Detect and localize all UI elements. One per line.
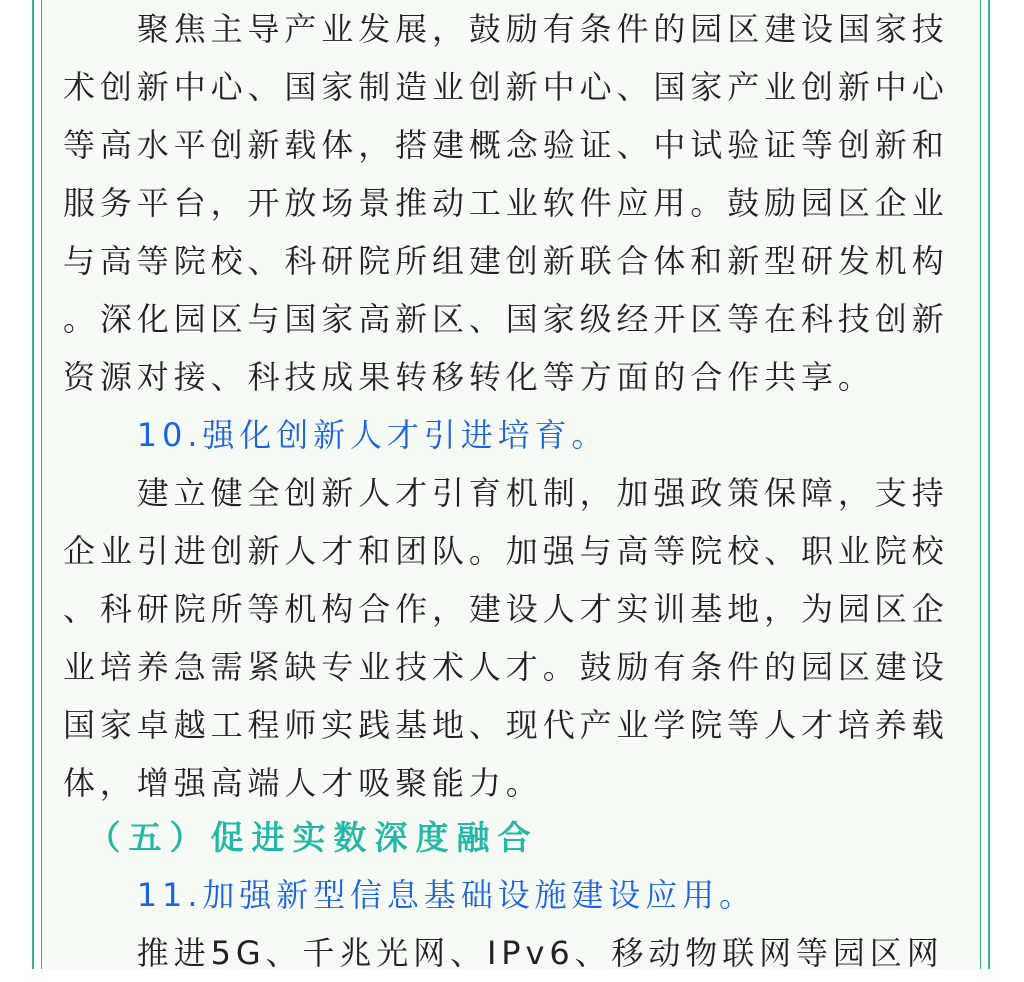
right-outer-border bbox=[988, 0, 990, 969]
paragraph-line: 资源对接、科技成果转移转化等方面的合作共享。 bbox=[63, 358, 875, 396]
subheading-10: 10.强化创新人才引进培育。 bbox=[63, 416, 609, 454]
paragraph-line: 体，增强高端人才吸聚能力。 bbox=[63, 764, 543, 802]
paragraph-line: 企业引进创新人才和团队。加强与高等院校、职业院校 bbox=[63, 532, 949, 570]
subheading-11: 11.加强新型信息基础设施建设应用。 bbox=[63, 876, 756, 914]
paragraph-line: 聚焦主导产业发展，鼓励有条件的园区建设国家技 bbox=[63, 10, 949, 48]
left-outer-border bbox=[32, 0, 34, 969]
paragraph-line: 、科研院所等机构合作，建设人才实训基地，为园区企 bbox=[63, 590, 949, 628]
section-heading-5: （五）促进实数深度融合 bbox=[63, 818, 539, 857]
paragraph-line: 国家卓越工程师实践基地、现代产业学院等人才培养载 bbox=[63, 706, 949, 744]
paragraph-line: 推进5G、千兆光网、IPv6、移动物联网等园区网 bbox=[63, 934, 944, 972]
paragraph-line: 等高水平创新载体，搭建概念验证、中试验证等创新和 bbox=[63, 126, 949, 164]
paragraph-line: 术创新中心、国家制造业创新中心、国家产业创新中心 bbox=[63, 68, 949, 106]
paragraph-line: 服务平台，开放场景推动工业软件应用。鼓励园区企业 bbox=[63, 184, 949, 222]
paragraph-line: 。深化园区与国家高新区、国家级经开区等在科技创新 bbox=[63, 300, 949, 338]
paragraph-line: 与高等院校、科研院所组建创新联合体和新型研发机构 bbox=[63, 242, 949, 280]
paragraph-line: 业培养急需紧缺专业技术人才。鼓励有条件的园区建设 bbox=[63, 648, 949, 686]
right-inner-border bbox=[980, 0, 981, 969]
paragraph-line: 建立健全创新人才引育机制，加强政策保障，支持 bbox=[63, 474, 949, 512]
